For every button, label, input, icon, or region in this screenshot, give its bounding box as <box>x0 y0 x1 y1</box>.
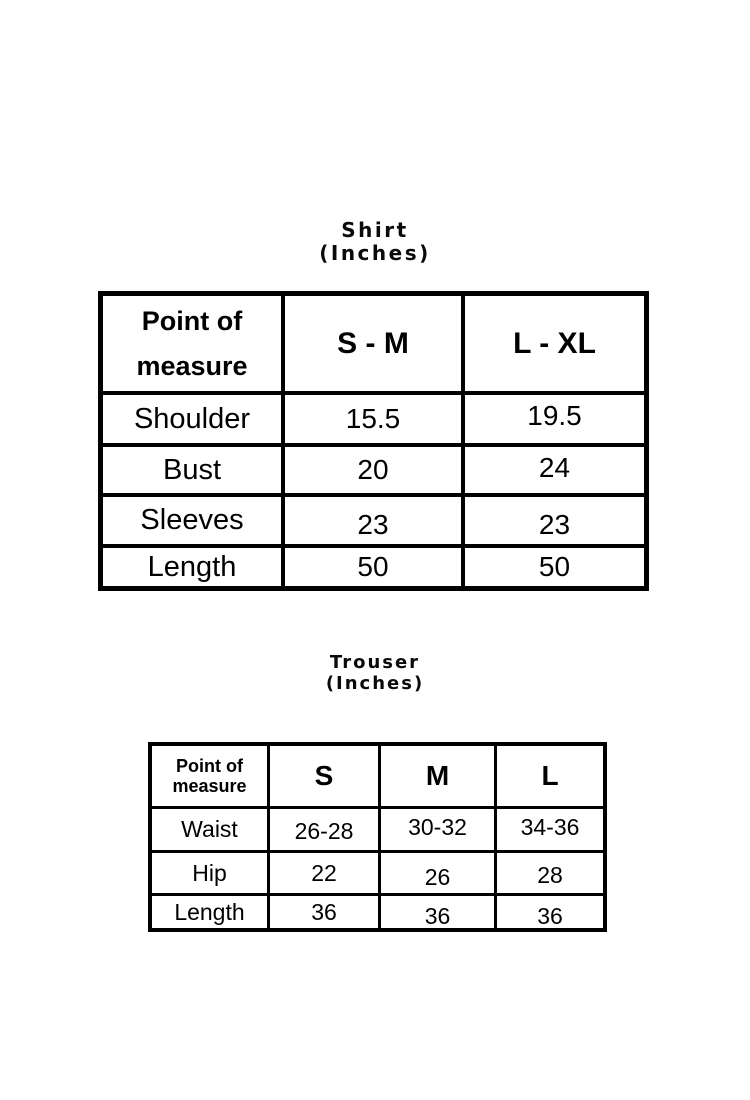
trouser-size-table <box>148 742 607 932</box>
trouser-waist-value-s: 26-28 <box>270 809 378 850</box>
shirt-bust-value-lxl: 24 <box>465 447 644 493</box>
trouser-header-size-l: L <box>497 746 603 806</box>
shirt-section-title <box>0 219 750 265</box>
shirt-header-size-s-m: S - M <box>285 296 461 391</box>
shirt-sleeves-value-lxl: 23 <box>465 497 644 544</box>
trouser-length-value-s: 36 <box>270 896 378 928</box>
trouser-row-label-hip: Hip <box>152 853 267 893</box>
trouser-hip-value-m: 26 <box>381 853 494 893</box>
trouser-length-value-l: 36 <box>497 896 603 928</box>
shirt-bust-value-sm: 20 <box>285 447 461 493</box>
shirt-length-value-sm: 50 <box>285 548 461 586</box>
trouser-section-title <box>0 652 750 694</box>
shirt-header-size-l-xl: L - XL <box>465 296 644 391</box>
shirt-size-table <box>98 291 649 591</box>
shirt-title-text: Shirt <box>341 218 409 242</box>
trouser-row-label-length: Length <box>152 896 267 928</box>
trouser-header-point-of-measure: Point of measure <box>152 746 267 806</box>
trouser-waist-value-m: 30-32 <box>381 809 494 850</box>
trouser-hip-value-s: 22 <box>270 853 378 893</box>
trouser-row-label-waist: Waist <box>152 809 267 850</box>
shirt-header-point-of-measure: Point of measure <box>103 296 281 391</box>
trouser-length-value-m: 36 <box>381 896 494 928</box>
shirt-title-unit: (Inches) <box>319 241 431 265</box>
shirt-shoulder-value-sm: 15.5 <box>285 395 461 443</box>
trouser-header-size-s: S <box>270 746 378 806</box>
shirt-length-value-lxl: 50 <box>465 548 644 586</box>
shirt-sleeves-value-sm: 23 <box>285 497 461 544</box>
shirt-row-label-shoulder: Shoulder <box>103 395 281 443</box>
shirt-row-label-bust: Bust <box>103 447 281 493</box>
trouser-title-text: Trouser <box>329 652 421 673</box>
trouser-title-unit: (Inches) <box>325 673 425 694</box>
trouser-hip-value-l: 28 <box>497 853 603 893</box>
shirt-shoulder-value-lxl: 19.5 <box>465 395 644 443</box>
trouser-waist-value-l: 34-36 <box>497 809 603 850</box>
shirt-row-label-sleeves: Sleeves <box>103 497 281 544</box>
shirt-row-label-length: Length <box>103 548 281 586</box>
trouser-header-size-m: M <box>381 746 494 806</box>
